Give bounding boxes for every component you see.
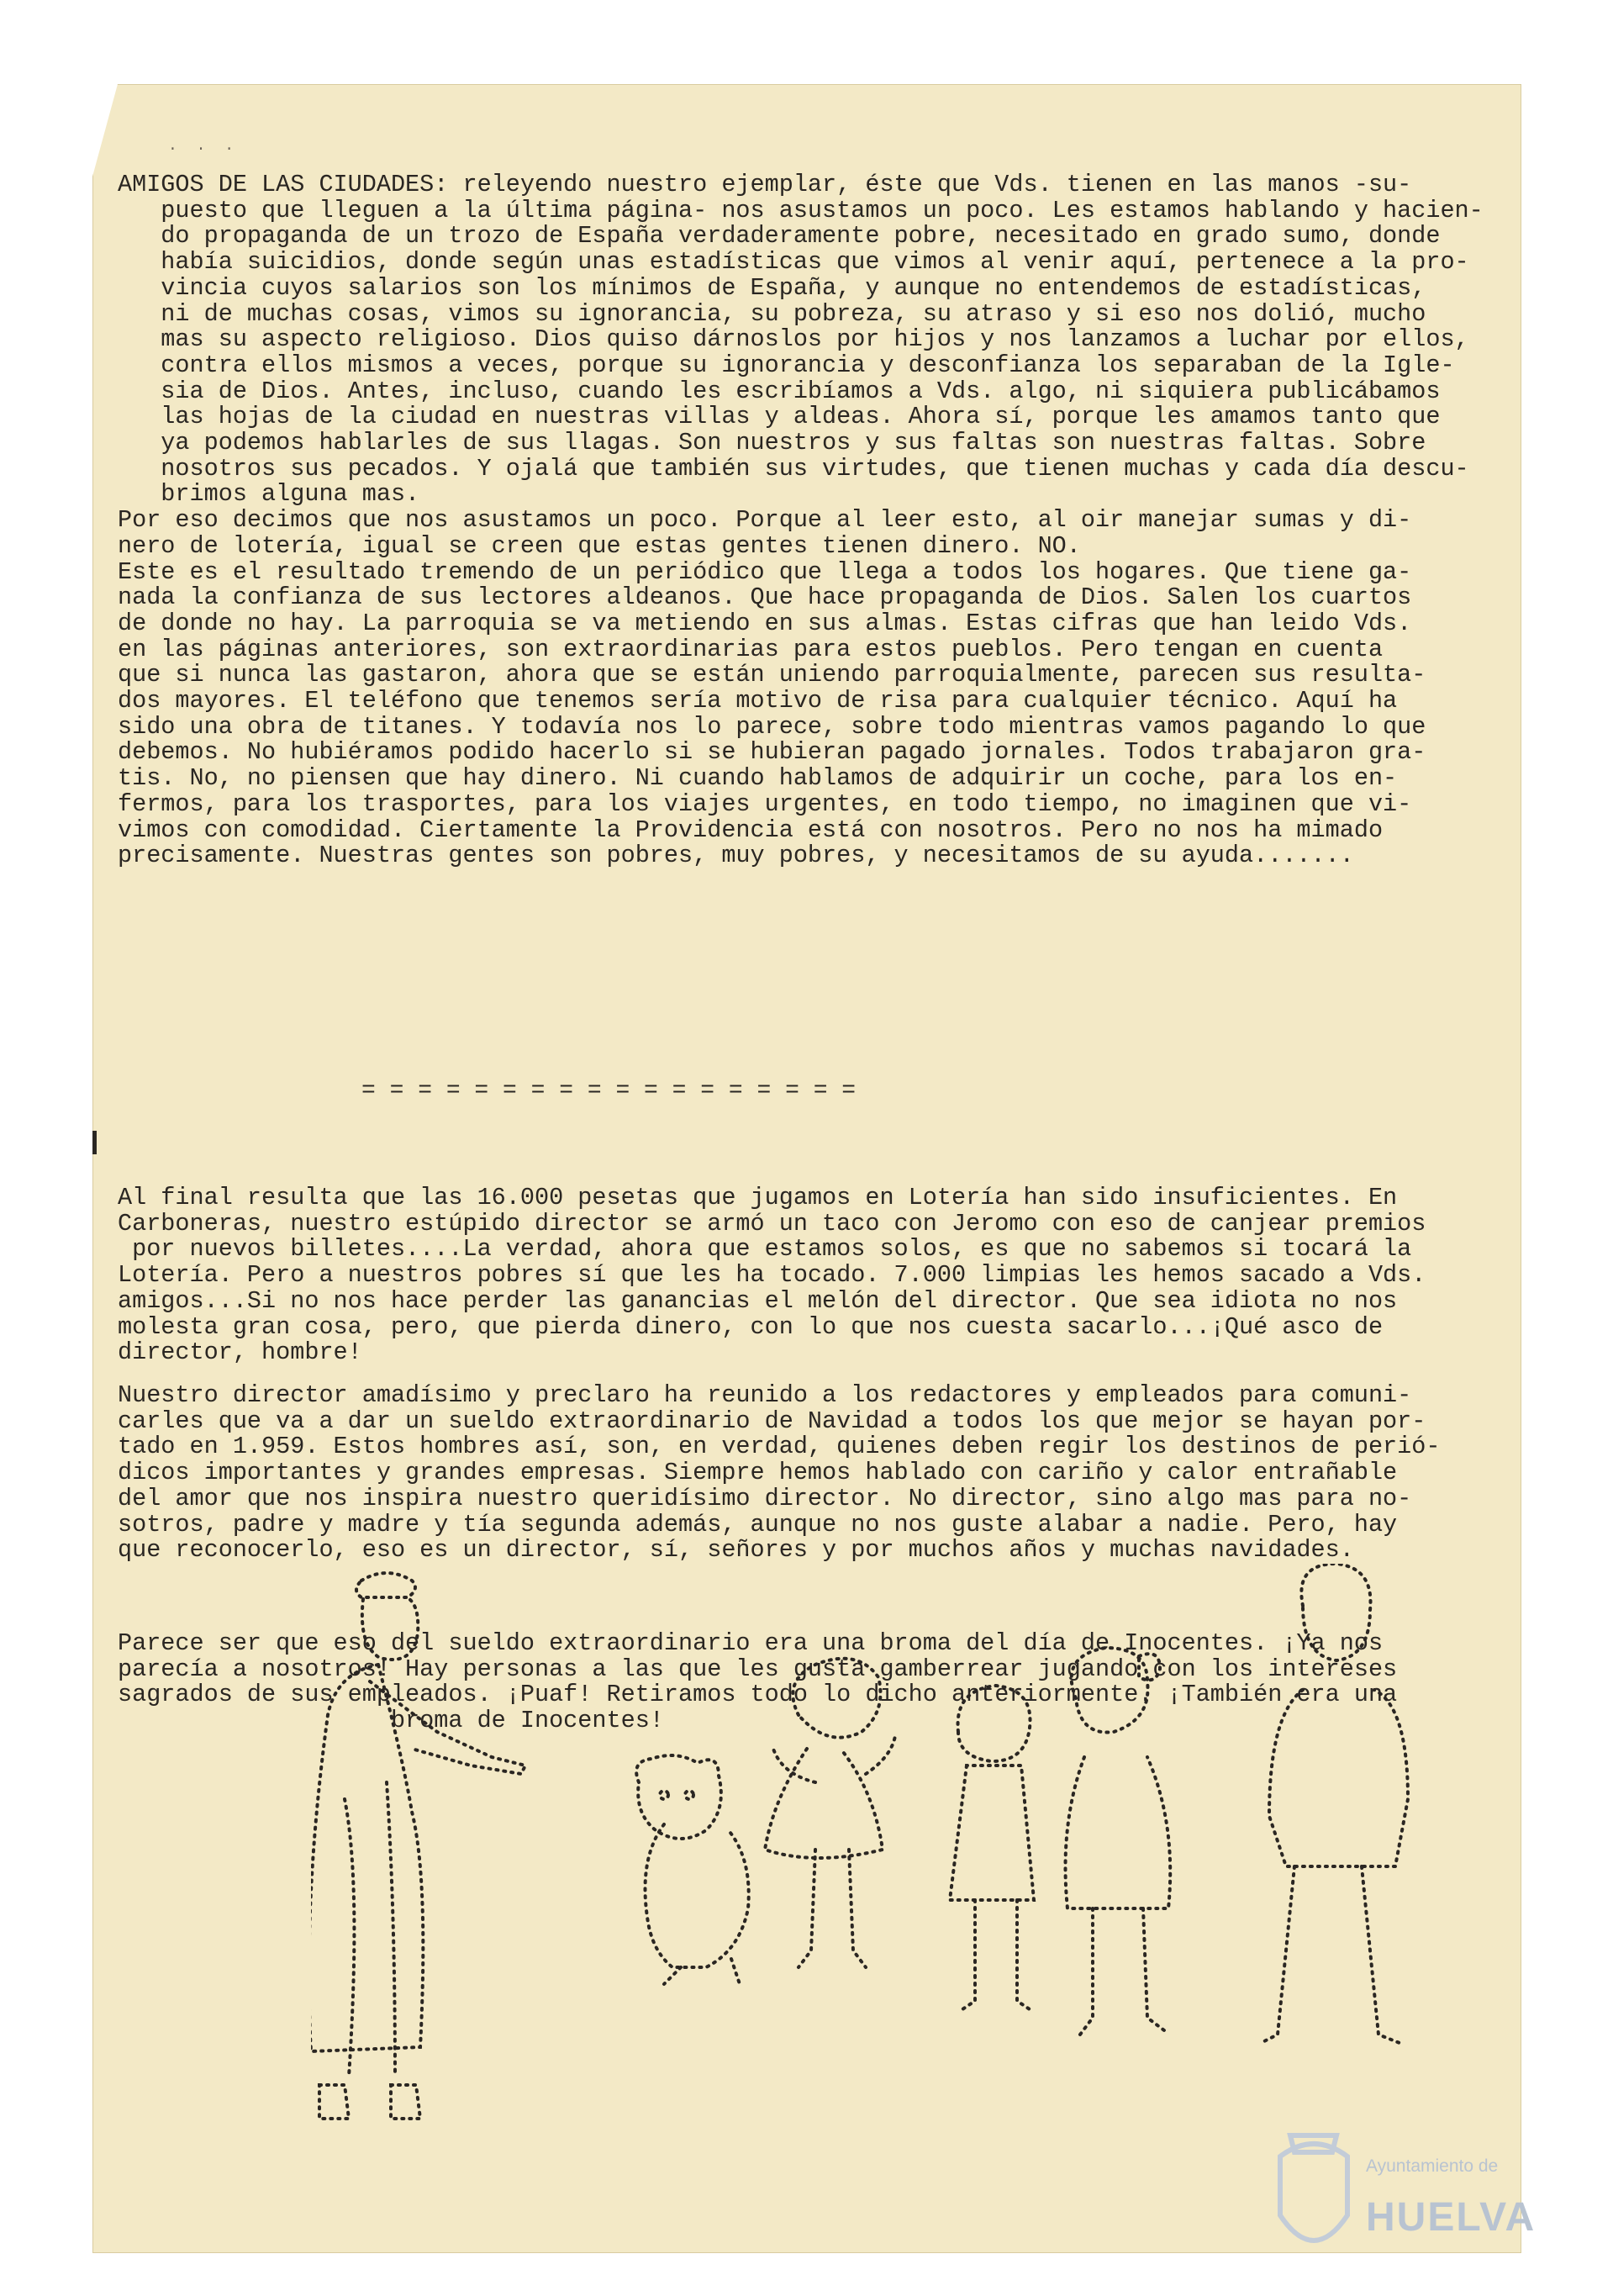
watermark-small-text: Ayuntamiento de	[1366, 2156, 1499, 2176]
paragraph-loteria: Al final resulta que las 16.000 pesetas que jugamos en Lotería han sido insuficientes. En Carboneras, nuestro estúpido director se armó un taco con Jeromo con eso de canjear premios por nuevos billetes....La verdad, ahora que estamos solos, es que no sabemos si tocará Lotería. Pero a nuestros pobres sí que les ha tocado. 7.000 limpias les hemos sacado a amigos...Si no nos hace perder las ganancias el melón del director. Que sea idiota no nos molesta gran cosa, pero, que pierda dinero, con lo que nos cuesta sacarlo...¡Qué asco de director, hombre!	[118, 1184, 1426, 1367]
girl-with-bow-figure	[1066, 1648, 1171, 2035]
margin-mark	[92, 1131, 97, 1154]
paragraph-inocentes: Parece ser que eso del sueldo extraordinario era una broma del día de Inocentes. ¡Ya nos parecía a nosotros! Hay personas a las que les gusta gamberrear jugando con los intereses sagrados de sus empleados. ¡Puaf! Retiramos todo lo dicho anteriormente. ¡También era una broma de Inocentes!	[118, 1629, 1398, 1735]
separator-line: = = = = = = = = = = = = = = = = = =	[361, 1078, 857, 1104]
pin-marks: · · ·	[168, 141, 240, 158]
watermark-big-text: HUELVA	[1366, 2195, 1537, 2240]
huelva-watermark	[1265, 2123, 1601, 2283]
paragraph-amigos: AMIGOS DE LAS CIUDADES: releyendo nuestro ejemplar, éste que Vds. tienen en las manos -su- puesto que lleguen a la última página- nos asustamos un poco. Les estamos hablando y do propaganda de un trozo de España verdaderamente pobre, necesitado en grado sumo, había suicidios, donde según unas estadísticas que vimos al venir aquí, pertenece a la vincia cuyos salarios son los mínimos de España, y aunque no entendemos de estadísticas, ni de muchas cosas, vimos su ignorancia, su pobreza, su atraso y si eso nos dolió, mucho mas su aspecto religioso. Dios quiso dárnoslos por hijos y nos lanzamos a luchar por contra ellos mismos a veces, porque su ignorancia y desconfianza los separaban de la sia de Dios. Antes, incluso, cuando les escribíamos a Vds. algo, ni siquiera publicábamos las hojas de la ciudad en nuestras villas y aldeas. Ahora sí, porque les amamos tanto ya podemos hablarles de sus llagas. Son nuestros y sus faltas son nuestras faltas. Sobre nosotros sus pecados. Y ojalá que también sus virtudes, que tienen muchas y cada día brimos alguna mas. Por eso decimos que nos asustamos un poco. Porque al leer esto, al oir manejar sumas y di- nero de lotería, igual se creen que estas gentes tienen dinero. NO. Este es el resultado tremendo de un periódico que llega a todos los hogares. Que tiene ga- nada la confianza de sus lectores aldeanos. Que hace propaganda de Dios. Salen los cuartos de donde no hay. La parroquia se va metiendo en sus almas. Estas cifras que han leido Vds. en las páginas anteriores, son extraordinarias para estos pueblos. Pero tengan en cuenta que si nunca las gastaron, ahora que se están uniendo parroquialmente, parecen sus resulta- dos mayores. El teléfono que tenemos sería motivo de risa para cualquier técnico. Aquí ha sido una obra de titanes. Y todavía nos lo parece, sobre todo mientras vamos pagando lo debemos. No hubiéramos podido hacerlo si se hubieran pagado jornales. Todos trabajaron tis. No, no piensen que hay dinero. Ni cuando hablamos de adquirir un coche, para los en- fermos, para los trasportes, para los viajes urgentes, en todo tiempo, no imaginen que vi- vimos con comodidad. Ciertamente la Providencia está con nosotros. Pero no nos ha mimado precisamente. Nuestras gentes son pobres, muy pobres, y necesitamos de su ayuda.......	[118, 171, 1441, 870]
dotted-illustration	[311, 1564, 1454, 2169]
coat-of-arms-icon	[1280, 2135, 1347, 2241]
boy-figure	[950, 1686, 1034, 2009]
tall-boy-figure	[1261, 1564, 1408, 2043]
priest-figure	[311, 1573, 525, 2119]
paragraph-director: Nuestro director amadísimo y preclaro ha reunido a los redactores y empleados para comuni- carles que va a dar un sueldo extraordinario de Navidad a todos los que mejor se hayan tado en 1.959. Estos hombres así, son, en verdad, quienes deben regir los destinos de dicos importantes y grandes empresas. Siempre hemos hablado con cariño y calor entrañable del amor que nos inspira nuestro queridísimo director. No director, sino algo mas para no- sotros, padre y madre y tía segunda además, aunque no nos guste alabar a nadie. Pero, hay que reconocerlo, eso es un director, sí, señores y por muchos años y muchas navidades.	[118, 1381, 1412, 1565]
dog-figure	[636, 1755, 749, 1984]
girl-figure	[765, 1659, 895, 1967]
